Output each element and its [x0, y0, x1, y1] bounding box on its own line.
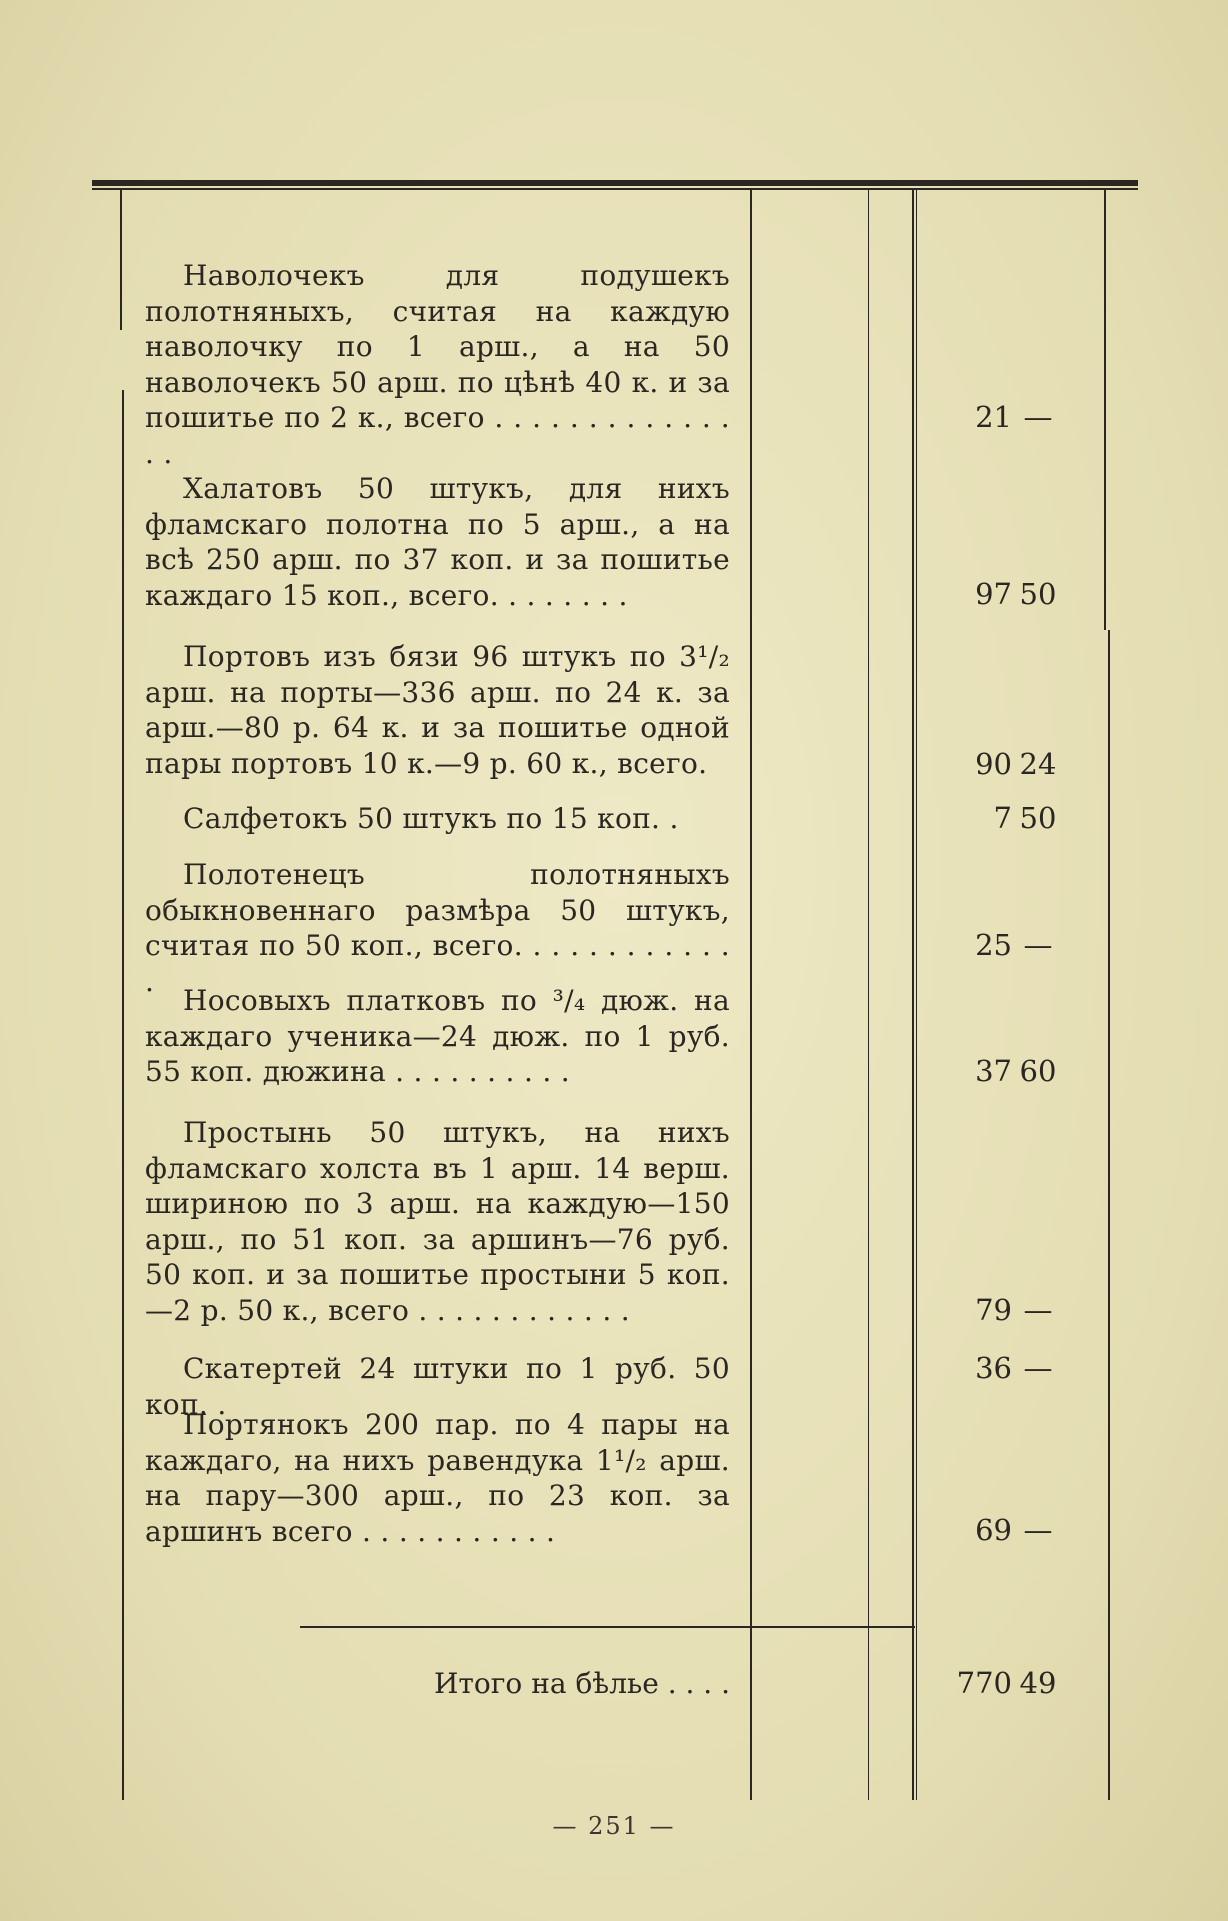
entry-tablecloths [145, 1351, 1053, 1421]
page-number: — 251 — [552, 1812, 676, 1840]
entries-list [145, 258, 1057, 1557]
total-rubles: 770 [956, 1666, 1012, 1700]
amount-kopecks: 50 [1019, 801, 1057, 835]
amount-rubles: 97 [975, 577, 1012, 611]
entry-text: Салфетокъ 50 штукъ по 15 коп. . [183, 802, 679, 835]
amount-kopecks: — [1023, 1351, 1053, 1385]
amount-rubles: 90 [975, 747, 1012, 781]
entry-text: Скатертей 24 штуки по 1 руб. 50 коп. . [145, 1352, 730, 1421]
amount-kopecks: — [1023, 928, 1053, 962]
amount-rubles: 7 [993, 801, 1012, 835]
entry-text: Носовыхъ платковъ по ³/₄ дюж. на каждаго ученика—24 дюж. по 1 руб. 55 коп. дюжина . . . . . . . . . . [145, 984, 730, 1088]
header-rule-thin [92, 188, 1138, 190]
entry-drawers [145, 639, 1057, 801]
amount-kopecks: — [1023, 1293, 1053, 1327]
amount-rubles: 21 [975, 400, 1012, 434]
table-right-border [1104, 190, 1106, 630]
amount-kopecks: 24 [1019, 747, 1057, 781]
total-kopecks: 49 [1019, 1666, 1057, 1700]
amount-kopecks: — [1023, 1513, 1053, 1547]
entry-text: Портовъ изъ бязи 96 штукъ по 3¹/₂ арш. на порты—336 арш. по 24 к. за арш.—80 р. 64 к. и за пошитье одной пары портовъ 10 к.—9 р. 60 к., всего. [145, 640, 730, 780]
entry-handkerchiefs [145, 983, 1057, 1115]
table-left-border [120, 190, 122, 330]
total-label: Итого на бѣлье . . . . [434, 1667, 730, 1700]
entry-text: Полотенецъ полотняныхъ обыкновеннаго размѣра 50 штукъ, считая по 50 коп., всего. . . . . . . . . . . . . [145, 858, 730, 998]
entry-towels [145, 857, 1053, 998]
amount-kopecks: 60 [1019, 1054, 1057, 1088]
entry-napkins [145, 801, 1057, 857]
header-rule [92, 180, 1138, 186]
entry-robes [145, 471, 1057, 639]
amount-rubles: 25 [975, 928, 1012, 962]
entry-pillowcases [145, 258, 1053, 471]
table-left-border-lower [122, 390, 124, 1800]
amount-rubles: 36 [975, 1351, 1012, 1385]
entry-sheets [145, 1115, 1053, 1351]
total-rule [300, 1626, 915, 1628]
amount-kopecks: — [1023, 400, 1053, 434]
entry-text: Портянокъ 200 пар. по 4 пары на каждаго, на нихъ равендука 1¹/₂ арш. на пару—300 арш., по 23 коп. за аршинъ всего . . . . . . . . . . . [145, 1408, 730, 1548]
amount-rubles: 79 [975, 1293, 1012, 1327]
table-right-border-lower [1108, 630, 1110, 1800]
entry-text: Наволочекъ для подушекъ полотняныхъ, считая на каждую наволочку по 1 арш., а на 50 наволочекъ 50 арш. по цѣнѣ 40 к. и за пошитье по 2 к., всего . . . . . . . . . . . . . . . [145, 259, 730, 470]
entry-text: Халатовъ 50 штукъ, для нихъ фламскаго полотна по 5 арш., а на всѣ 250 арш. по 37 коп. и за пошитье каждаго 15 коп., всего. . . . . . . . [145, 472, 730, 612]
amount-rubles: 37 [975, 1054, 1012, 1088]
amount-kopecks: 50 [1019, 577, 1057, 611]
rub-kop-divider [868, 190, 869, 1800]
entry-foot-wraps [145, 1407, 1053, 1557]
text-column-divider [750, 190, 752, 1800]
entry-text: Простынь 50 штукъ, на нихъ фламскаго холста въ 1 арш. 14 верш. шириною по 3 арш. на каждую—150 арш., по 51 коп. за аршинъ—76 руб. 50 коп. и за пошитье простыни 5 коп.—2 р. 50 к., всего . . . . . . . . . . . . [145, 1116, 730, 1327]
amount-rubles: 69 [975, 1513, 1012, 1547]
